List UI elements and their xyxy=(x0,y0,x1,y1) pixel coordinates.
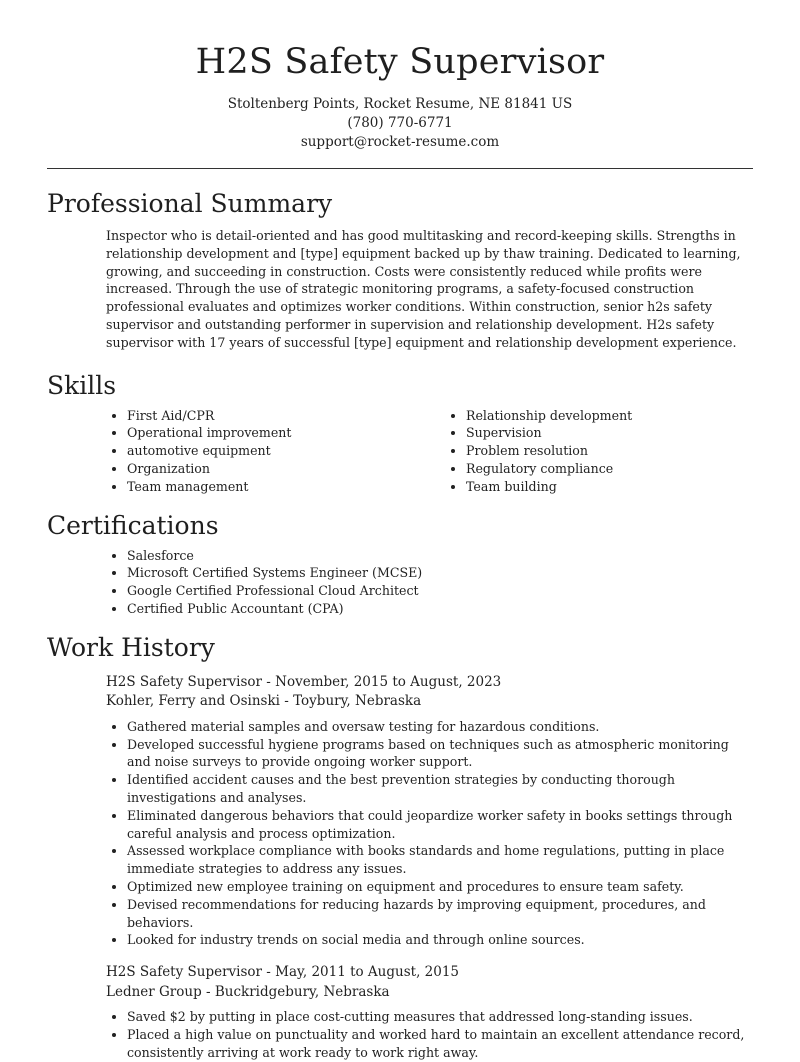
work-history-section xyxy=(0,633,800,1062)
job-bullet: • Devised recommendations for reducing hazards by improving equipment, procedures, and behaviors. xyxy=(127,896,753,932)
certification-item: • Google Certified Professional Cloud Architect xyxy=(127,582,800,600)
skill-item: • Team management xyxy=(127,478,445,496)
job-bullet: • Identified accident causes and the best prevention strategies by conducting thorough investigations and analyses. xyxy=(127,771,753,807)
job-bullet: • Assessed workplace compliance with books standards and home regulations, putting in place immediate strategies to address any issues. xyxy=(127,842,753,878)
contact-email: support@rocket-resume.com xyxy=(300,134,500,150)
skills-section xyxy=(0,371,800,496)
skill-item: • Supervision xyxy=(466,424,784,442)
contact-phone: (780) 770-6771 xyxy=(347,115,453,131)
job-bullet: • Saved $2 by putting in place cost-cutting measures that addressed long-standing issues. xyxy=(127,1008,753,1026)
contact-address: Stoltenberg Points, Rocket Resume, NE 81841 US xyxy=(227,96,573,112)
job-bullet: • Gathered material samples and oversaw testing for hazardous conditions. xyxy=(127,718,753,736)
job-entry xyxy=(106,963,753,1061)
skill-item: • automotive equipment xyxy=(127,442,445,460)
job-bullet: • Optimized new employee training on equipment and procedures to ensure team safety. xyxy=(127,878,753,896)
certifications-heading: Certifications xyxy=(47,510,219,540)
skill-item: • Team building xyxy=(466,478,784,496)
skills-heading: Skills xyxy=(47,370,117,400)
work-history-heading: Work History xyxy=(47,632,215,662)
skill-item: • Operational improvement xyxy=(127,424,445,442)
summary-heading: Professional Summary xyxy=(47,189,333,218)
contact-block xyxy=(0,95,800,152)
skill-item: • First Aid/CPR xyxy=(127,407,445,425)
summary-section xyxy=(0,189,800,352)
certification-item: • Microsoft Certified Systems Engineer (MCSE) xyxy=(127,564,800,582)
skill-item: • Regulatory compliance xyxy=(466,460,784,478)
skill-item: • Relationship development xyxy=(466,407,784,425)
job-bullet: • Placed a high value on punctuality and worked hard to maintain an excellent attendance record, consistently arriving at work ready to work right away. xyxy=(127,1026,753,1062)
skills-list-right xyxy=(445,407,784,496)
summary-text: Inspector who is detail-oriented and has good multitasking and record-keeping skills. Strengths in relationship development and [type] equipment backed up by thaw training. Dedicated to learning, growing, and succeeding in construction. Costs were consistently reduced while profits were increased. Through the use of strategic monitoring programs, a safety-focused construction professional evaluates and optimizes worker conditions. Within construction, senior h2s safety supervisor and outstanding performer in supervision and relationship development. H2s safety supervisor with 17 years of successful [type] equipment and relationship development experience. xyxy=(106,228,741,350)
certification-item: • Certified Public Accountant (CPA) xyxy=(127,600,800,618)
job-company-line: Kohler, Ferry and Osinski - Toybury, Nebraska xyxy=(106,693,422,710)
job-bullets xyxy=(106,718,753,949)
job-title-line: H2S Safety Supervisor - November, 2015 to August, 2023 xyxy=(106,673,502,690)
resume-header xyxy=(0,0,800,152)
skill-item: • Problem resolution xyxy=(466,442,784,460)
candidate-name: H2S Safety Supervisor xyxy=(195,42,605,82)
skill-item: • Organization xyxy=(127,460,445,478)
job-bullet: • Developed successful hygiene programs based on techniques such as atmospheric monitoring and noise surveys to provide ongoing worker support. xyxy=(127,736,753,772)
skills-columns xyxy=(106,407,800,496)
header-divider xyxy=(47,168,753,169)
job-title-line: H2S Safety Supervisor - May, 2011 to August, 2015 xyxy=(106,964,460,981)
certification-item: • Salesforce xyxy=(127,547,800,565)
job-entry xyxy=(106,673,753,949)
job-company-line: Ledner Group - Buckridgebury, Nebraska xyxy=(106,983,390,1000)
certifications-list xyxy=(106,547,800,618)
job-bullet: • Eliminated dangerous behaviors that could jeopardize worker safety in books settings through careful analysis and process optimization. xyxy=(127,807,753,843)
job-bullet: • Looked for industry trends on social media and through online sources. xyxy=(127,931,753,949)
certifications-section xyxy=(0,511,800,618)
skills-list-left xyxy=(106,407,445,496)
